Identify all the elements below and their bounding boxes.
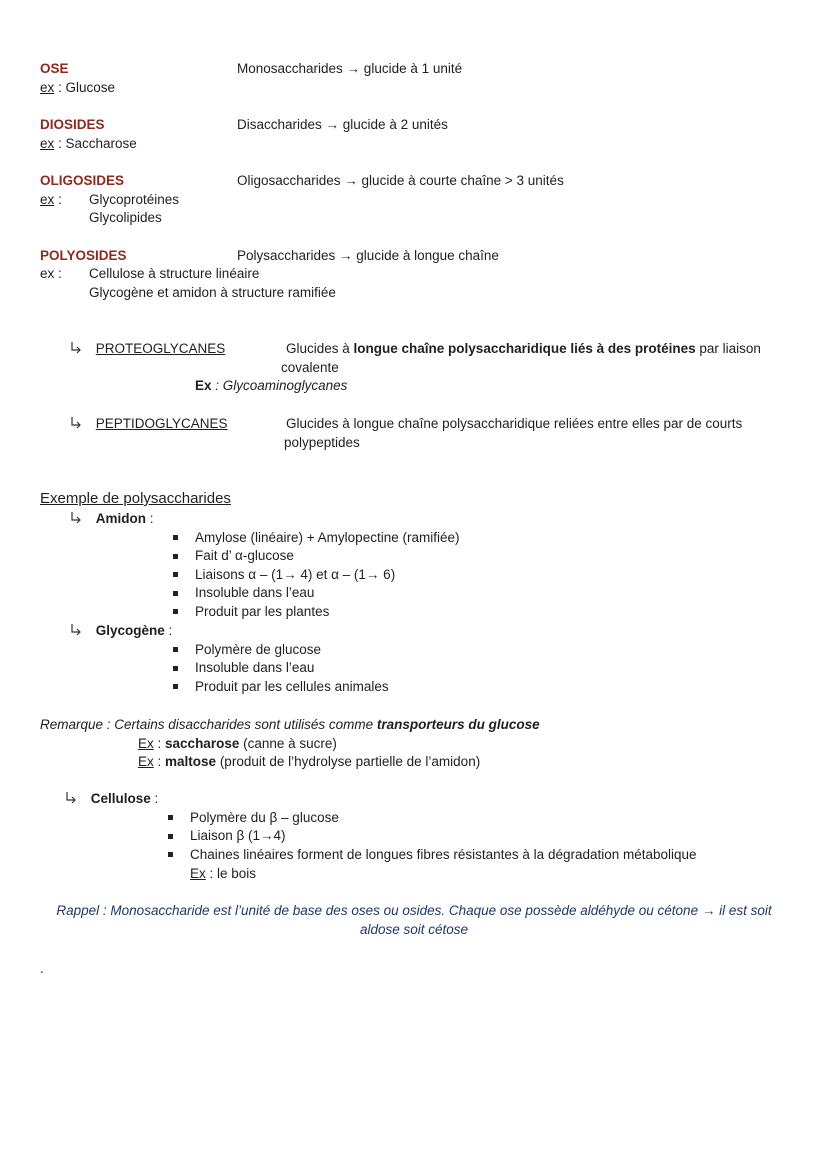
bullet-marker [173,535,178,540]
ose-description: Monosaccharides → glucide à 1 unité [237,61,463,76]
ex-label: ex [40,192,55,207]
bullet-marker [168,815,173,820]
bullet-marker [173,572,178,577]
glycogene-item: Produit par les cellules animales [195,679,389,694]
amidon-item: Produit par les plantes [195,604,330,619]
peptidoglycanes-description: Glucides à longue chaîne polysaccharidique reliées entre elles par de courts [286,416,743,431]
amidon-item: Liaisons α – (1→ 4) et α – (1→ 6) [195,567,396,582]
diosides-example [40,135,137,153]
rappel-line2: aldose soit cétose [359,922,469,937]
ex-text: (canne à sucre) [239,736,337,751]
bullet-marker [173,647,178,652]
proteoglycanes-description [286,340,761,358]
ex-label: Ex [138,736,154,751]
bullet-marker [173,666,178,671]
glycogene-sep: : [164,623,173,638]
ex-label: ex [40,80,55,95]
cellulose-item: Chaines linéaires forment de longues fibres résistantes à la dégradation métabolique [190,847,697,862]
remarque-bold: transporteurs du glucose [376,717,540,732]
desc-text: Glucides à [286,341,354,356]
cellulose-heading [65,790,158,808]
ose-example [40,79,115,97]
ex-text: (produit de l’hydrolyse partielle de l’amidon) [216,754,481,769]
arrow-bullet-icon [65,791,79,805]
arrow-bullet-icon [70,341,84,355]
trailing-dot: . [40,961,44,976]
polyosides-ex-item: Cellulose à structure linéaire [89,266,260,281]
glycogene-label: Glycogène [95,623,165,638]
remarque-example-1: Ex : saccharose (canne à sucre) [138,736,337,751]
proteoglycanes-description-line2: covalente [281,360,339,375]
cellulose-item: Polymère du β – glucose [190,810,339,825]
cellulose-example [190,865,256,883]
peptidoglycanes-title [70,415,228,433]
ex-text: : Saccharose [54,136,137,151]
heading-diosides: DIOSIDES [40,117,105,132]
amidon-label: Amidon [95,511,147,526]
ex-label: Ex [195,378,212,393]
amidon-item: Amylose (linéaire) + Amylopectine (ramifiée) [195,530,460,545]
peptidoglycanes-description-line2: polypeptides [284,435,360,450]
glycogene-heading [70,622,172,640]
bullet-marker [168,834,173,839]
remarque-example-2: Ex : maltose (produit de l’hydrolyse partielle de l’amidon) [138,754,481,769]
glycogene-item: Insoluble dans l’eau [195,660,315,675]
peptidoglycanes-label: PEPTIDOGLYCANES [95,416,228,431]
section-title-exemples: Exemple de polysaccharides [40,490,231,507]
polyosides-ex-label: ex : [40,266,62,281]
heading-ose: OSE [40,61,69,76]
desc-text: par liaison [695,341,761,356]
cellulose-sep: : [150,791,159,806]
bullet-marker [173,609,178,614]
ex-text: Glycoaminoglycanes [222,378,348,393]
glycogene-item: Polymère de glucose [195,642,322,657]
polyosides-description: Polysaccharides → glucide à longue chaîne [237,248,499,263]
arrow-bullet-icon [70,511,84,525]
heading-polyosides: POLYOSIDES [40,248,127,263]
ex-text: : le bois [205,866,257,881]
ex-label: Ex [190,866,206,881]
ex-sep: : [54,192,62,207]
bullet-marker [173,684,178,689]
cellulose-label: Cellulose [90,791,151,806]
ex-text: : Glucose [54,80,116,95]
diosides-description: Disaccharides → glucide à 2 unités [237,117,448,132]
amidon-sep: : [146,511,154,526]
oligosides-description: Oligosaccharides → glucide à courte chaîne > 3 unités [237,173,564,188]
ex-label: ex [40,136,55,151]
ex-bold: maltose [165,754,217,769]
polyosides-ex-item: Glycogène et amidon à structure ramifiée [89,285,336,300]
heading-oligosides: OLIGOSIDES [40,173,125,188]
remarque-plain: Remarque : Certains disaccharides sont utilisés comme [40,717,377,732]
oligosides-ex-item: Glycolipides [89,210,162,225]
arrow-bullet-icon [70,623,84,637]
amidon-item: Fait d’ α-glucose [195,548,294,563]
bullet-marker [168,852,173,857]
desc-bold: longue chaîne polysaccharidique liés à des protéines [353,341,696,356]
proteoglycanes-label: PROTEOGLYCANES [95,341,226,356]
proteoglycanes-title [70,340,225,358]
ex-bold: saccharose [165,736,240,751]
oligosides-ex-label [40,191,62,209]
rappel-line1: Rappel : Monosaccharide est l’unité de base des oses ou osides. Chaque ose possède aldéhyde ou cétone → il est soit [56,903,772,918]
ex-label: Ex [138,754,154,769]
amidon-heading [70,510,154,528]
bullet-marker [173,554,178,559]
cellulose-item: Liaison β (1→4) [190,828,286,843]
remarque-text [40,716,540,734]
amidon-item: Insoluble dans l’eau [195,585,315,600]
proteoglycanes-example: Ex : Glycoaminoglycanes [195,378,348,393]
oligosides-ex-item: Glycoprotéines [89,192,180,207]
bullet-marker [173,591,178,596]
arrow-bullet-icon [70,416,84,430]
